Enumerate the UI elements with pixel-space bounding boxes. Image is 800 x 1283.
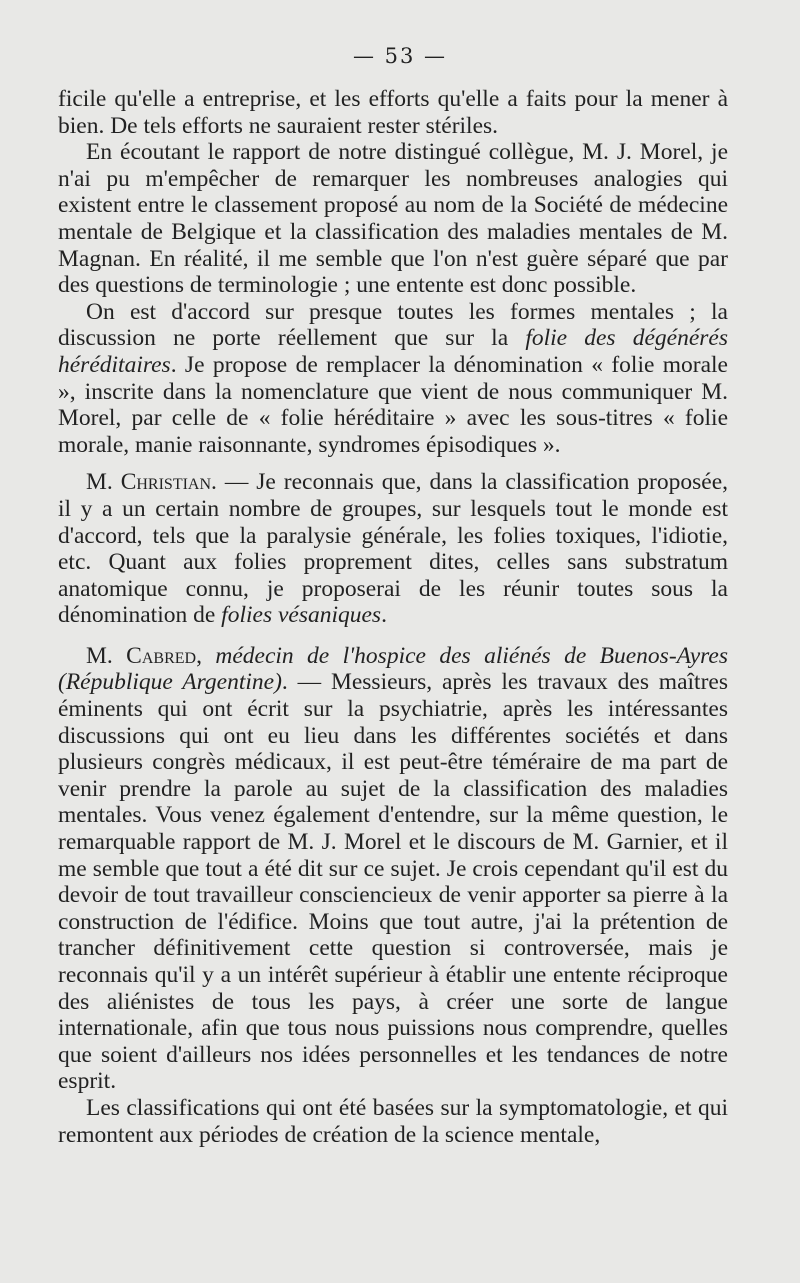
text-run: .: [381, 602, 387, 629]
italic-term: folie des dégénérés héréditaires: [58, 325, 728, 378]
paragraph-morel-rapport: En écoutant le rapport de notre distingué collègue, M. J. Morel, je n'ai pu m'empêcher de remarquer les nombreuses analogies qui existent entre le classement proposé au nom de la Société de médecine mentale de Belgique et la classification des maladies mentales de M. Magnan. En réalité, il me semble que l'on n'est guère séparé que par des questions de terminologie ; une entente est donc possible.: [58, 139, 728, 299]
text-run: On est d'accord sur presque toutes les formes mentales ; la discussion ne porte réellement que sur la: [58, 298, 728, 352]
text-run: — Je reconnais que, dans la classification proposée, il y a un certain nombre de groupes, sur lesquels tout le monde est d'accord, tels que la paralysie générale, les folies toxiques, l'idiotie, etc. Quant aux folies proprement dites, celles sans substratum anatomique connu, je proposerai de les réunir toutes sous la dénomination de: [58, 469, 728, 629]
text-run: . — Messieurs, après les travaux des maîtres éminents qui ont écrit sur la psychiatrie, après les intéressantes discussions qui ont eu lieu dans les différentes sociétés et dans plusieurs congrès médicaux, il est peut-être téméraire de ma part de venir prendre la parole au sujet de la classification des maladies mentales. Vous venez également d'entendre, sur la même question, le remarquable rapport de M. J. Morel et le discours de M. Garnier, et il me semble que tout a été dit sur ce sujet. Je crois cependant qu'il est du devoir de tout travailleur consciencieux de venir apporter sa pierre à la construction de l'édifice. Moins que tout autre, j'ai la prétention de trancher définitivement cette question si controversée, mais je reconnais qu'il y a un intérêt supérieur à établir une entente réciproque des aliénistes de tous les pays, à créer une sorte de langue internationale, afin que tous nous puissions nous comprendre, quelles que soient d'ailleurs nos idées personnelles et les tendances de notre esprit.: [58, 669, 728, 1095]
paragraph-classifications: Les classifications qui ont été basées sur la symptomatologie, et qui remontent aux périodes de création de la science mentale,: [58, 1094, 728, 1148]
page-number: — 53 —: [352, 44, 448, 68]
paragraph-christian: [58, 469, 728, 629]
text-run: . Je propose de remplacer la dénomination « folie morale », inscrite dans la nomenclature que vient de nous communiquer M. Morel, par celle de « folie héréditaire » avec les sous-titres « folie morale, manie raisonnante, syndromes épisodiques ».: [58, 351, 728, 458]
paragraph-accord: [58, 299, 728, 459]
speaker-name: Cabred: [126, 642, 197, 669]
paragraph-cabred: [58, 643, 728, 1095]
speaker-prefix: M.: [86, 642, 127, 669]
speaker-title: médecin de l'hospice des aliénés de Buenos-Ayres (République Argentine): [58, 642, 728, 696]
paragraph-continuation: ficile qu'elle a entreprise, et les efforts qu'elle a faits pour la mener à bien. De tels efforts ne sauraient rester stériles.: [58, 86, 728, 139]
speaker-name: M. Christian.: [86, 469, 217, 496]
text-run: ,: [196, 642, 216, 669]
italic-term: folies vésaniques: [221, 602, 382, 629]
body-text: [58, 86, 728, 1148]
